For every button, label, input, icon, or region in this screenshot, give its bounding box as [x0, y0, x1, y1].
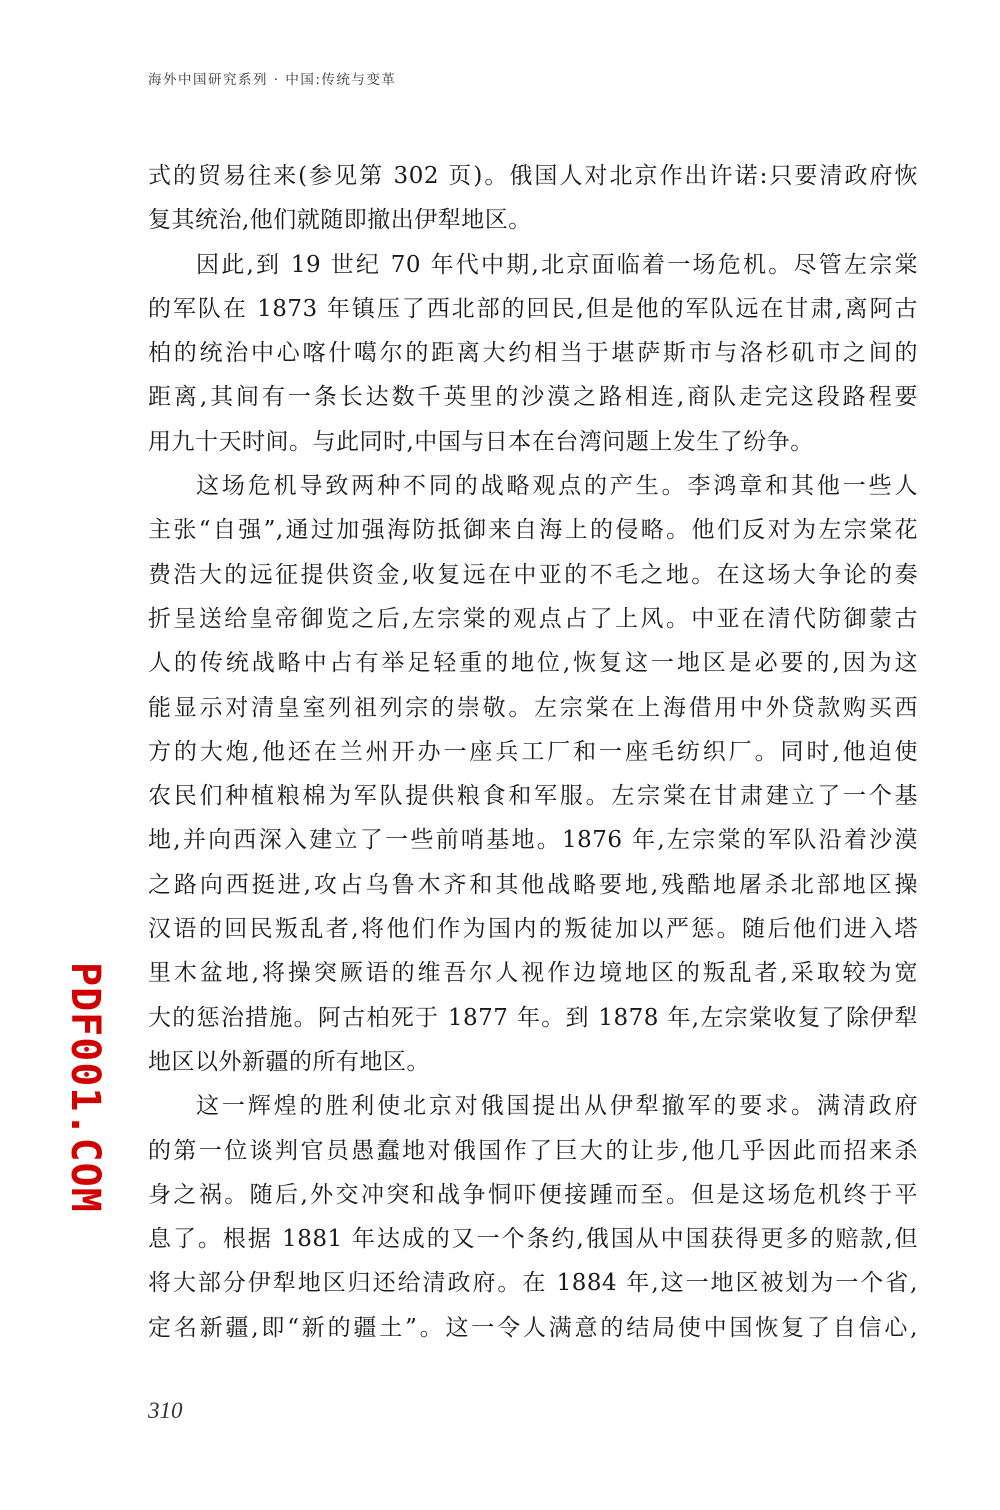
- text-line: 大的惩治措施。阿古柏死于 1877 年。到 1878 年,左宗棠收复了除伊犁: [148, 1004, 918, 1031]
- text-line: 汉语的回民叛乱者,将他们作为国内的叛徒加以严惩。随后他们进入塔: [148, 916, 918, 943]
- text-line: 的第一位谈判官员愚蠢地对俄国作了巨大的让步,他几乎因此而招来杀: [148, 1137, 918, 1164]
- text-line: 折呈送给皇帝御览之后,左宗棠的观点占了上风。中亚在清代防御蒙古: [148, 605, 918, 632]
- paragraph: [148, 1084, 918, 1350]
- text-line: 费浩大的远征提供资金,收复远在中亚的不毛之地。在这场大争论的奏: [148, 561, 918, 588]
- text-line: 这一辉煌的胜利使北京对俄国提出从伊犁撤军的要求。满清政府: [196, 1093, 918, 1120]
- paragraph: [148, 154, 918, 243]
- text-line: 将大部分伊犁地区归还给清政府。在 1884 年,这一地区被划为一个省,: [148, 1270, 918, 1297]
- text-line: 主张“自强”,通过加强海防抵御来自海上的侵略。他们反对为左宗棠花: [148, 517, 918, 544]
- text-line: 的军队在 1873 年镇压了西北部的回民,但是他的军队远在甘肃,离阿古: [148, 295, 918, 322]
- text-line: 里木盆地,将操突厥语的维吾尔人视作边境地区的叛乱者,采取较为宽: [148, 960, 918, 987]
- text-line: 距离,其间有一条长达数千英里的沙漠之路相连,商队走完这段路程要: [148, 384, 918, 411]
- text-line: 因此,到 19 世纪 70 年代中期,北京面临着一场危机。尽管左宗棠: [196, 251, 918, 278]
- text-line: 身之祸。随后,外交冲突和战争恫吓便接踵而至。但是这场危机终于平: [148, 1181, 918, 1208]
- text-line: 方的大炮,他还在兰州开办一座兵工厂和一座毛纺织厂。同时,他迫使: [148, 738, 918, 765]
- text-line: 之路向西挺进,攻占乌鲁木齐和其他战略要地,残酷地屠杀北部地区操: [148, 871, 918, 898]
- paragraph: [148, 243, 918, 464]
- watermark: PDF001.COM: [62, 962, 108, 1213]
- text-line: 复其统治,他们就随即撤出伊犁地区。: [148, 207, 532, 234]
- text-line: 定名新疆,即“新的疆土”。这一令人满意的结局使中国恢复了自信心,: [148, 1314, 918, 1341]
- text-line: 式的贸易往来(参见第 302 页)。俄国人对北京作出许诺:只要清政府恢: [148, 163, 918, 189]
- text-line: 息了。根据 1881 年达成的又一个条约,俄国从中国获得更多的赔款,但: [148, 1226, 918, 1253]
- text-line: 用九十天时间。与此同时,中国与日本在台湾问题上发生了纷争。: [148, 428, 814, 455]
- text-line: 柏的统治中心喀什噶尔的距离大约相当于堪萨斯市与洛杉矶市之间的: [148, 340, 918, 367]
- text-line: 这场危机导致两种不同的战略观点的产生。李鸿章和其他一些人: [196, 473, 918, 500]
- text-line: 能显示对清皇室列祖列宗的崇敬。左宗棠在上海借用中外贷款购买西: [148, 694, 918, 721]
- body-text: [148, 154, 918, 1350]
- text-line: 地区以外新疆的所有地区。: [148, 1048, 430, 1075]
- text-line: 农民们种植粮棉为军队提供粮食和军服。左宗棠在甘肃建立了一个基: [148, 783, 918, 810]
- text-line: 人的传统战略中占有举足轻重的地位,恢复这一地区是必要的,因为这: [148, 650, 918, 677]
- paragraph: [148, 464, 918, 1084]
- text-line: 地,并向西深入建立了一些前哨基地。1876 年,左宗棠的军队沿着沙漠: [148, 827, 918, 854]
- running-header: 海外中国研究系列 · 中国:传统与变革: [148, 72, 397, 88]
- page-number: 310: [148, 1398, 183, 1423]
